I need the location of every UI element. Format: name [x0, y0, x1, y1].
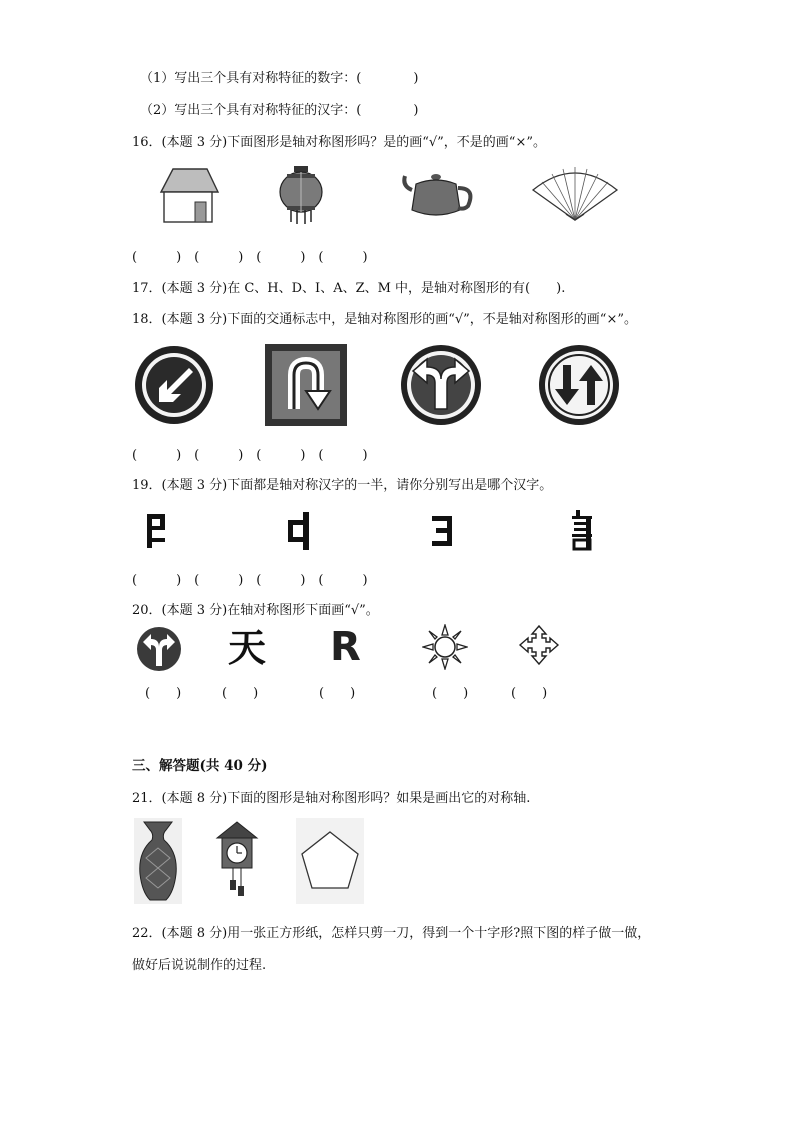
cuckoo-clock-icon	[215, 820, 259, 896]
half-character-4-icon	[570, 508, 594, 552]
lantern-icon	[277, 164, 325, 226]
q22-text-line2: 做好后说说制作的过程.	[132, 958, 267, 973]
q17-text: 17．(本题 3 分)在 C、H、D、I、A、Z、M 中，是轴对称图形的有( ).	[132, 281, 566, 296]
folding-fan-icon	[530, 164, 620, 224]
two-way-traffic-sign-icon	[537, 343, 621, 427]
q20-answer-blank-5[interactable]: ( )	[511, 686, 548, 701]
vase-icon	[134, 818, 182, 904]
letter-r: R	[330, 624, 361, 670]
half-character-2-icon	[287, 510, 309, 550]
q20-text: 20．(本题 3 分)在轴对称图形下面画“√”。	[132, 603, 379, 618]
house-icon	[155, 166, 221, 224]
sun-icon	[422, 624, 468, 670]
q20-answer-blank-2[interactable]: ( )	[222, 686, 259, 701]
half-character-1-icon	[146, 510, 166, 550]
four-way-arrow-icon	[518, 624, 560, 666]
diagonal-arrow-sign-icon	[133, 344, 215, 426]
q21-text: 21．(本题 8 分)下面的图形是轴对称图形吗？如果是画出它的对称轴.	[132, 791, 531, 806]
q19-text: 19．(本题 3 分)下面都是轴对称汉字的一半，请你分别写出是哪个汉字。	[132, 478, 553, 493]
q18-answer-blanks[interactable]: ( ) ( ) ( ) ( )	[132, 448, 368, 463]
q19-answer-blanks[interactable]: ( ) ( ) ( ) ( )	[132, 573, 368, 588]
character-tian: 天	[228, 626, 267, 670]
section-3-title: 三、解答题(共 40 分)	[132, 758, 268, 774]
q15-sub2-text: （2）写出三个具有对称特征的汉字：( )	[140, 103, 419, 118]
teapot-icon	[402, 170, 478, 220]
half-character-3-icon	[430, 512, 454, 550]
u-turn-sign-icon	[264, 343, 348, 427]
q22-text-line1: 22．(本题 8 分)用一张正方形纸，怎样只剪一刀，得到一个十字形?照下图的样子做一做，	[132, 926, 651, 941]
q16-text: 16．(本题 3 分)下面图形是轴对称图形吗？是的画“√”，不是的画“×”。	[132, 135, 546, 150]
q16-answer-blanks[interactable]: ( ) ( ) ( ) ( )	[132, 250, 368, 265]
turn-left-right-sign-icon	[136, 626, 182, 672]
left-right-turn-sign-icon	[399, 343, 483, 427]
q20-answer-blank-4[interactable]: ( )	[432, 686, 469, 701]
q20-answer-blank-3[interactable]: ( )	[319, 686, 356, 701]
q18-text: 18．(本题 3 分)下面的交通标志中，是轴对称图形的画“√”，不是轴对称图形的画“×”。	[132, 312, 637, 327]
q15-sub1-text: （1）写出三个具有对称特征的数字：( )	[140, 71, 419, 86]
pentagon-icon	[296, 818, 364, 904]
q20-answer-blank-1[interactable]: ( )	[145, 686, 182, 701]
